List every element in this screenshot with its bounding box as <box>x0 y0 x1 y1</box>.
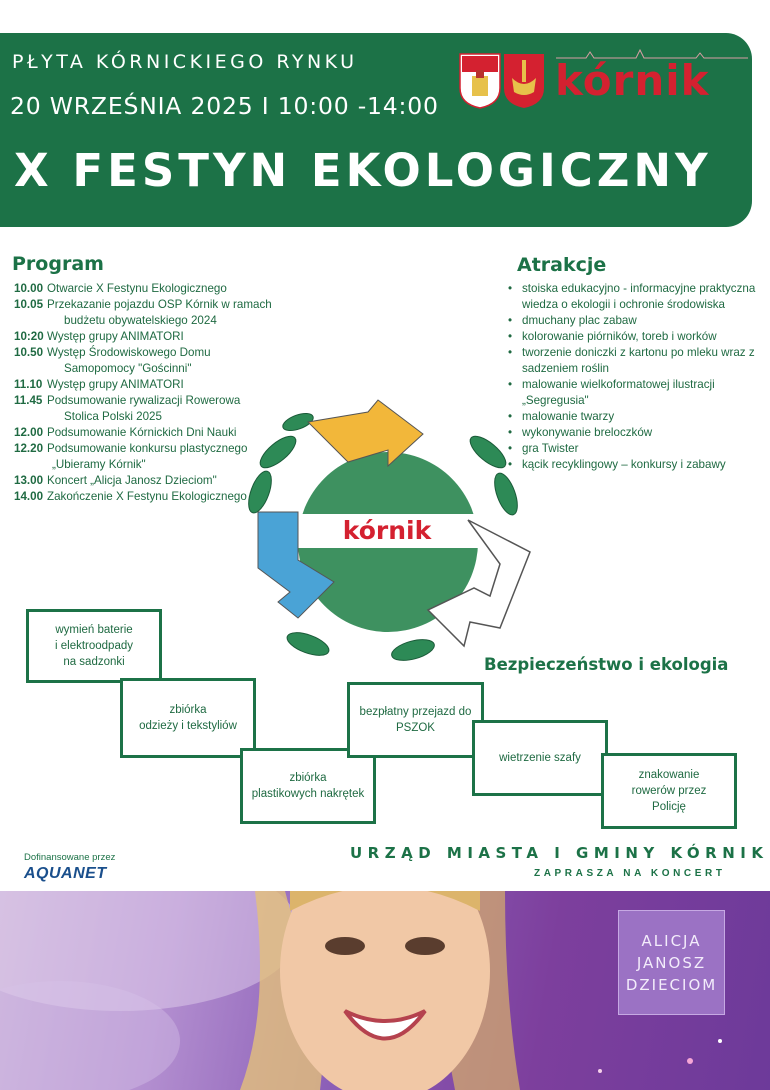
program-row: 13.00 Koncert „Alicja Janosz Dzieciom" <box>14 474 217 487</box>
program-heading: Program <box>12 253 104 275</box>
recycling-globe-icon <box>238 392 534 662</box>
program-row: Stolica Polski 2025 <box>64 410 162 423</box>
program-row: 10:20 Występ grupy ANIMATORI <box>14 330 184 343</box>
kornik-logo <box>456 48 748 110</box>
list-item: • tworzenie doniczki z kartonu po mleku wraz z sadzeniem roślin <box>508 345 770 377</box>
event-venue: PŁYTA KÓRNICKIEGO RYNKU <box>12 51 358 73</box>
list-item: • malowanie wielkoformatowej ilustracji „Segregusia" <box>508 377 770 409</box>
safety-box: bezpłatny przejazd do PSZOK <box>347 682 484 758</box>
program-row: budżetu obywatelskiego 2024 <box>64 314 217 327</box>
safety-box: wymień baterie i elektroodpady na sadzonki <box>26 609 162 683</box>
program-row: 14.00 Zakończenie X Festynu Ekologicznego <box>14 490 247 503</box>
list-item: • wykonywanie breloczków <box>508 425 770 441</box>
program-row: 12.20 Podsumowanie konkursu plastycznego <box>14 442 248 455</box>
coat-of-arms-icon <box>456 48 556 110</box>
list-item: • stoiska edukacyjno - informacyjne praktyczna wiedza o ekologii i ochronie środowiska <box>508 281 770 313</box>
attractions-list <box>508 281 770 473</box>
funded-by-label: Dofinansowane przez <box>24 852 116 863</box>
program-row: 10.05 Przekazanie pojazdu OSP Kórnik w ramach <box>14 298 272 311</box>
aquanet-logo: AQUANET <box>24 865 107 882</box>
event-date: 20 WRZEŚNIA 2025 I 10:00 -14:00 <box>10 92 439 120</box>
safety-box: zbiórka plastikowych nakrętek <box>240 748 376 824</box>
program-row: 11.45 Podsumowanie rywalizacji Rowerowa <box>14 394 241 407</box>
recycle-logo-wordmark: kórnik <box>342 516 432 545</box>
list-item: • gra Twister <box>508 441 770 457</box>
safety-box: zbiórka odzieży i tekstyliów <box>120 678 256 758</box>
program-row: 11.10 Występ grupy ANIMATORI <box>14 378 184 391</box>
kornik-wordmark: kórnik <box>555 56 710 105</box>
list-item: • malowanie twarzy <box>508 409 770 425</box>
safety-box: wietrzenie szafy <box>472 720 608 796</box>
list-item: • kolorowanie piórników, toreb i worków <box>508 329 770 345</box>
program-row: 12.00 Podsumowanie Kórnickich Dni Nauki <box>14 426 237 439</box>
attractions-heading: Atrakcje <box>517 254 607 276</box>
safety-box: znakowanie rowerów przez Policję <box>601 753 737 829</box>
event-title: X FESTYN EKOLOGICZNY <box>14 144 712 197</box>
safety-heading: Bezpieczeństwo i ekologia <box>484 655 729 674</box>
program-row: 10.50 Występ Środowiskowego Domu <box>14 346 211 359</box>
organizer: URZĄD MIASTA I GMINY KÓRNIK <box>350 844 769 862</box>
program-row: „Ubieramy Kórnik" <box>52 458 146 471</box>
program-row: Samopomocy "Gościnni" <box>64 362 192 375</box>
concert-title-box: ALICJA JANOSZ DZIECIOM <box>618 910 725 1015</box>
program-row: 10.00 Otwarcie X Festynu Ekologicznego <box>14 282 227 295</box>
list-item: • kącik recyklingowy – konkursy i zabawy <box>508 457 770 473</box>
invite-text: ZAPRASZA NA KONCERT <box>534 868 726 879</box>
list-item: • dmuchany plac zabaw <box>508 313 770 329</box>
